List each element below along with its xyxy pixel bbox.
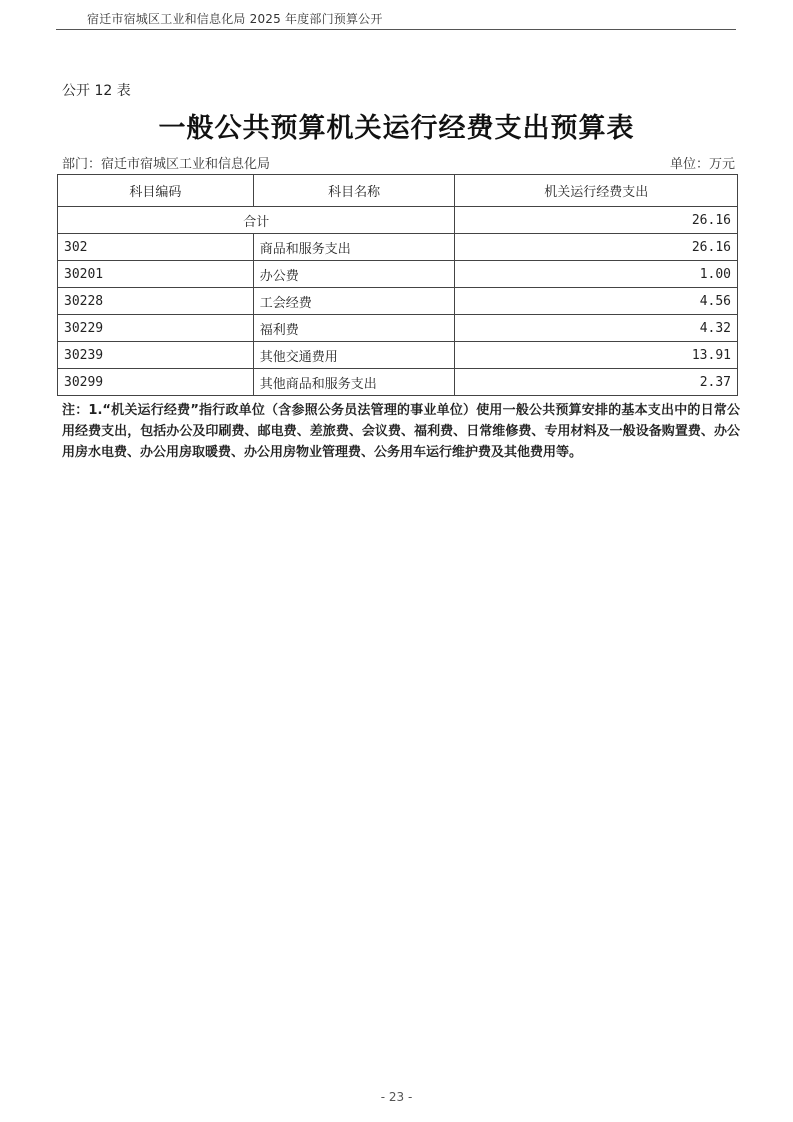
row-code: 30239 [58, 342, 254, 369]
row-name: 福利费 [253, 315, 455, 342]
unit-label: 单位：万元 [669, 157, 735, 172]
header-divider [56, 29, 736, 30]
table-row [58, 315, 738, 342]
row-amount: 4.56 [455, 288, 738, 315]
row-code: 30228 [58, 288, 254, 315]
table-row [58, 342, 738, 369]
row-amount: 13.91 [455, 342, 738, 369]
department-label: 部门：宿迁市宿城区工业和信息化局 [62, 157, 271, 172]
row-name: 商品和服务支出 [253, 234, 455, 261]
table-number: 公开 12 表 [62, 83, 131, 99]
total-label: 合计 [58, 207, 455, 234]
row-amount: 26.16 [455, 234, 738, 261]
row-amount: 2.37 [455, 369, 738, 396]
row-name: 办公费 [253, 261, 455, 288]
row-code: 30299 [58, 369, 254, 396]
table-row [58, 369, 738, 396]
row-code: 30229 [58, 315, 254, 342]
total-amount: 26.16 [455, 207, 738, 234]
page-number: - 23 - [380, 1090, 413, 1104]
footnote: 注：1.“机关运行经费”指行政单位（含参照公务员法管理的事业单位）使用一般公共预算安排的基本支出中的日常公用经费支出，包括办公及印刷费、邮电费、差旅费、会议费、福利费、日常维修费、专用材料及一般设备购置费、办公用房水电费、办公用房取暖费、办公用房物业管理费、公务用车运行维护费及其他费用等。 [62, 403, 740, 460]
budget-table [57, 174, 738, 396]
row-amount: 1.00 [455, 261, 738, 288]
row-code: 30201 [58, 261, 254, 288]
table-header-row [58, 175, 738, 207]
header-code: 科目编码 [58, 175, 254, 207]
total-row [58, 207, 738, 234]
row-code: 302 [58, 234, 254, 261]
row-name: 其他交通费用 [253, 342, 455, 369]
header-name: 科目名称 [253, 175, 455, 207]
table-row [58, 234, 738, 261]
row-amount: 4.32 [455, 315, 738, 342]
table-row [58, 288, 738, 315]
table-row [58, 261, 738, 288]
row-name: 其他商品和服务支出 [253, 369, 455, 396]
row-name: 工会经费 [253, 288, 455, 315]
page-title: 一般公共预算机关运行经费支出预算表 [158, 113, 635, 144]
page-header: 宿迁市宿城区工业和信息化局 2025 年度部门预算公开 [87, 12, 383, 26]
header-amount: 机关运行经费支出 [455, 175, 738, 207]
